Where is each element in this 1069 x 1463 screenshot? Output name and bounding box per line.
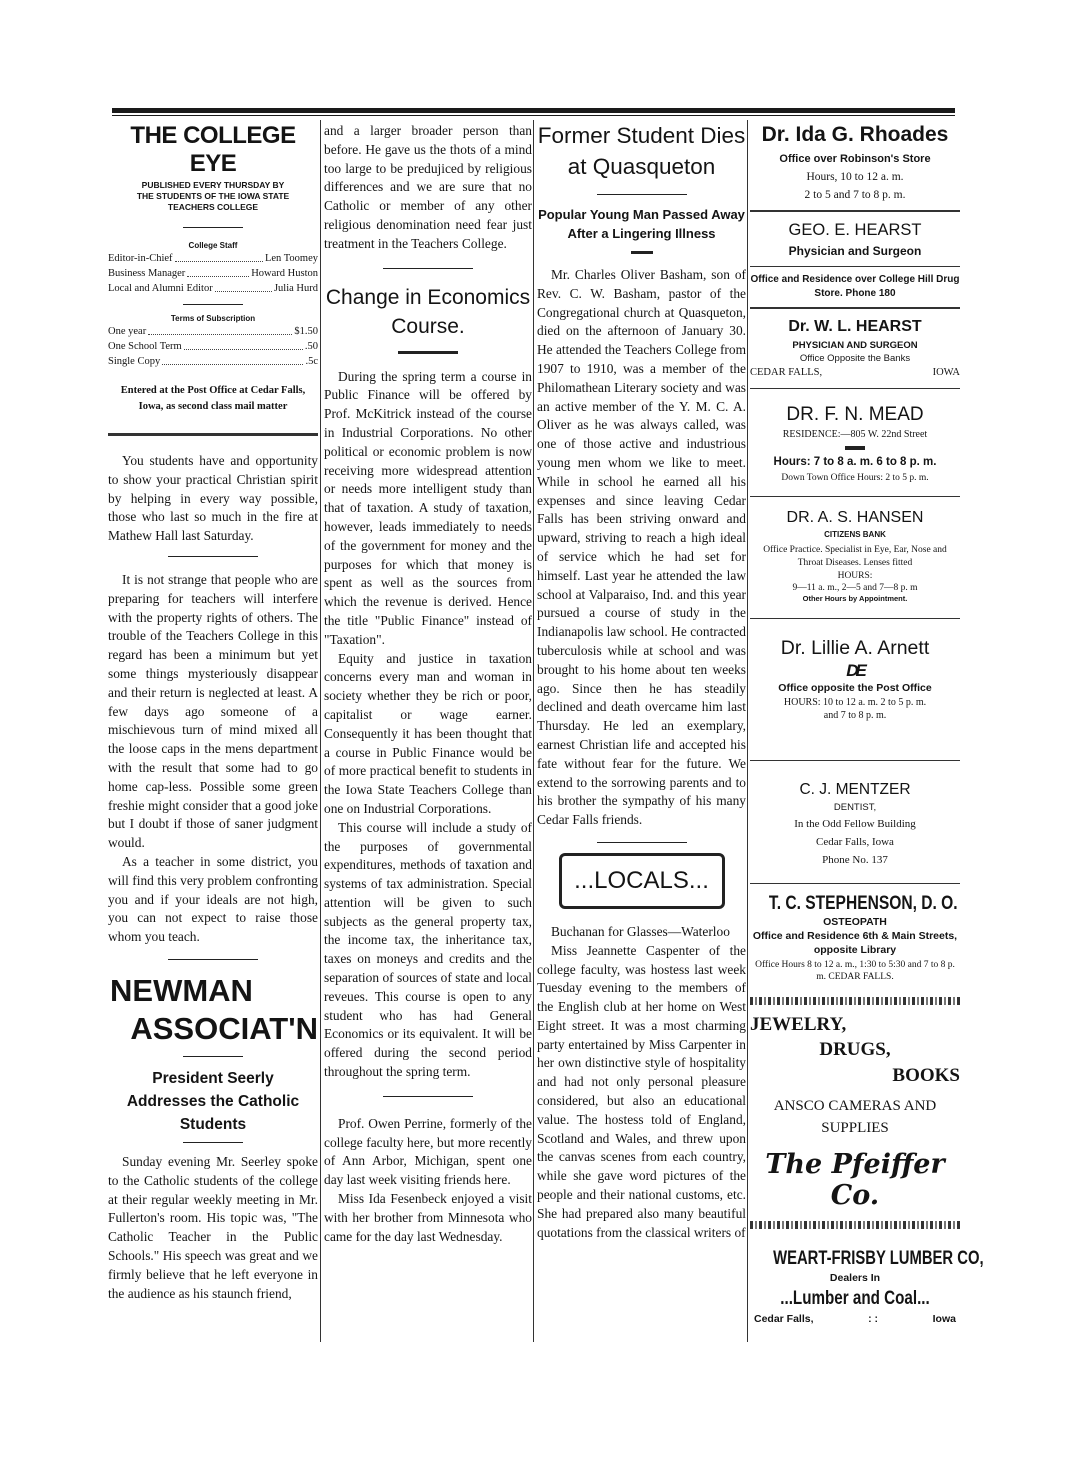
price-label: Single Copy [108, 356, 161, 367]
top-rule-thin [112, 115, 955, 116]
newman-headline: NEWMAN [110, 972, 253, 1008]
rule [183, 304, 243, 305]
price-value: .50 [304, 341, 318, 352]
ad-line: Physician and Surgeon [788, 244, 922, 258]
staff-role: Business Manager [108, 268, 186, 279]
ad-state: Iowa [932, 1313, 956, 1325]
locals-banner-text: ...LOCALS... [574, 866, 709, 894]
rule [597, 842, 687, 843]
ad-name: Dr. Lillie A. Arnett [780, 637, 930, 659]
ad-line: and 7 to 8 p. m. [823, 710, 887, 721]
postal-notice: Entered at the Post Office at Cedar Falls, Iowa, as second class mail matter [120, 385, 306, 412]
dot-leader [187, 266, 249, 277]
ad-line: ...Lumber and Coal... [780, 1288, 930, 1309]
newman-continuation: and a larger broader person than before. He gave us the thots of a mind too large to be predujiced by religious differences and we are sure that no Catholic or member of any other religious denomination need fear just treatment in the Teachers College. [324, 123, 532, 251]
rule [383, 268, 473, 269]
price-label: One year [108, 326, 147, 337]
staff-name: Julia Hurd [273, 283, 318, 294]
ornamental-border [750, 997, 960, 1005]
staff-row [108, 266, 318, 281]
column-2 [324, 118, 532, 1246]
ad-hours: Office Hours 8 to 12 a. m., 1:30 to 5:30 and 7 to 8 p. m. [755, 960, 955, 982]
ad-divider [750, 883, 960, 884]
price-value: $1.50 [294, 326, 318, 337]
editorial-paragraph: It is not strange that people who are preparing for teachers will interfere with the property rights of others. The trouble of the Teachers College in this regard has been a minimum but yet some things mysteriously disappear and their return is neglected at least. A few days ago someone of a mischievous turn of mind mixed all the loose caps in the mens department with the result that some had to go home cap-less. Possible some green freshie might consider that a good joke but I doubt if those of saner judgment would. [108, 571, 318, 851]
ad-line: DRUGS, [819, 1039, 891, 1060]
ad-line: In the Odd Fellow Building [794, 818, 916, 830]
staff-name: Howard Huston [251, 268, 318, 279]
ad-line: ANSCO CAMERAS AND SUPPLIES [773, 1098, 937, 1136]
ad-name: DR. A. S. HANSEN [786, 509, 924, 526]
economics-headline: Change in Economics Course. [325, 285, 531, 338]
rule [597, 194, 687, 195]
ad-line: 2 to 5 and 7 to 8 p. m. [804, 189, 906, 201]
ad-stephenson [750, 892, 960, 983]
obituary-headline: Former Student Dies at Quasqueton [537, 123, 746, 179]
staff-role: Editor-in-Chief [108, 253, 173, 264]
ad-line: JEWELRY, [750, 1014, 847, 1035]
price-row [108, 324, 318, 339]
ad-line: RESIDENCE:—805 W. 22nd Street [782, 429, 928, 440]
ad-line: Phone No. 137 [822, 854, 888, 866]
column-3 [537, 118, 746, 1242]
masthead-line: THE STUDENTS OF THE IOWA STATE [136, 191, 290, 201]
ad-geo-hearst [750, 218, 960, 301]
ad-mead [750, 403, 960, 486]
rule [183, 1056, 243, 1057]
ad-divider [750, 760, 960, 761]
ad-name: WEART-FRISBY LUMBER CO, [773, 1248, 984, 1269]
ad-line: Dealers In [829, 1272, 881, 1284]
staff-row [108, 251, 318, 266]
obituary-paragraph: Mr. Charles Oliver Basham, son of Rev. C. W. Basham, pastor of the Congregational church at Quasqueton, died on the afternoon of January 30. He attended the Teachers College from 1907 to 1910, was a member of the Philomathean Literary society and was an active member of the Y. M. C. A. Oliver as he was always called, was one of those active and industrious young men whom we like to meet. While in school he earned all his expenses and since leaving Cedar Falls has been striving onward and upward, striving to reach a high ideal of service which he had set for himself. Last year he attended the law school at Valparaiso, Ind. and this year pursued a course of study in the Indianapolis law school. He contracted tuberculosis while at school and was brought to his home about ten weeks ago. Since then he has steadily declined and death overcame him last Thursday. He led an exemplary, earnest Christian life and accepted his fate without fear for the future. We extend to the sorrowing parents and to his brother the sympathy of his many Cedar Falls friends. [537, 267, 746, 828]
ad-pfeiffer [750, 1013, 960, 1211]
ad-divider [750, 618, 960, 619]
ad-line: Down Town Office Hours: 2 to 5 p. m. [781, 473, 929, 483]
rule [631, 251, 653, 254]
pfeiffer-logo: The Pfeiffer Co. [765, 1149, 945, 1211]
ad-city: CEDAR FALLS, [750, 367, 823, 378]
column-divider [747, 120, 748, 1342]
ad-line: CITIZENS BANK [824, 530, 886, 539]
ad-mentzer [750, 779, 960, 869]
local-paragraph: Miss Ida Fesenbeck enjoyed a visit with her brother from Minnesota who came for the day last Wednesday. [324, 1191, 532, 1244]
dot-leader [148, 324, 292, 335]
masthead-title: THE COLLEGE EYE [130, 122, 296, 177]
staff-row [108, 281, 318, 296]
economics-paragraph: Equity and justice in taxation concerns every man and woman in society whether they be rich or poor, capitalist or wage earner. Consequently it has been thought that a course in Public Finance would be of more practical benefit to students in the Iowa State Teachers College than one on Industrial Corporations. [324, 650, 532, 816]
ad-lumber [750, 1247, 984, 1326]
ad-rhoades [750, 120, 960, 204]
column-4-ads [750, 118, 984, 1326]
ad-line: Office Opposite the Banks [799, 353, 911, 364]
ad-divider [750, 210, 960, 212]
obituary-subhead: Popular Young Man Passed Away After a Lingering Illness [538, 207, 745, 241]
ad-line: Office and Residence over College Hill Drug Store. Phone 180 [750, 274, 960, 299]
ad-line: HOURS: [837, 571, 873, 581]
masthead-line: TEACHERS COLLEGE [167, 202, 259, 212]
subscription-heading: Terms of Subscription [170, 314, 256, 323]
ad-line: HOURS: 10 to 12 a. m. 2 to 5 p. m. [783, 697, 927, 708]
rule [168, 959, 258, 960]
dot-leader [184, 339, 303, 350]
masthead-line: PUBLISHED EVERY THURSDAY BY [141, 180, 285, 190]
ad-arnett [750, 635, 960, 722]
ad-city: Cedar Falls, [754, 1313, 814, 1325]
ornamental-border [750, 1221, 960, 1229]
locals-banner [559, 853, 725, 909]
ad-wl-hearst [750, 315, 960, 380]
ad-line: Office Practice. Specialist in Eye, Ear, Nose and Throat Diseases. Lenses fitted [763, 545, 947, 568]
ad-line: BOOKS [892, 1065, 960, 1086]
rule [168, 556, 258, 557]
ad-line: Office opposite the Post Office [778, 682, 932, 694]
dot-leader [175, 251, 263, 262]
rule [183, 227, 243, 228]
ad-line: DENTIST, [833, 802, 877, 813]
ad-hansen [750, 507, 960, 604]
ad-line: 9—11 a. m., 2—5 and 7—8 p. m [792, 583, 918, 593]
ad-name: Dr. Ida G. Rhoades [761, 123, 949, 146]
monogram-icon: DE [846, 661, 864, 680]
ad-state: IOWA [932, 367, 960, 378]
newman-subhead: President Seerly Addresses the Catholic Students [126, 1069, 300, 1133]
ad-divider [750, 496, 960, 497]
ad-city: CEDAR FALLS. [828, 972, 894, 982]
local-paragraph: Buchanan for Glasses—Waterloo [551, 923, 730, 939]
ad-line: Hours, 10 to 12 a. m. [806, 171, 904, 183]
price-row [108, 339, 318, 354]
newman-paragraph: Sunday evening Mr. Seerley spoke to the Catholic students of the college at their regular weekly meeting in Mr. Fullerton's room. His topic was, "The Catholic Teacher in the Public Schools." His speech was great and we firmly believe that he left everyone in the audience as his staunch friend, [108, 1153, 318, 1301]
ad-name: GEO. E. HEARST [788, 221, 922, 239]
ad-line: Other Hours by Appointment. [802, 594, 908, 603]
ad-line: Hours: 7 to 8 a. m. 6 to 8 p. m. [773, 456, 937, 468]
staff-name: Len Toomey [264, 253, 318, 264]
column-divider [320, 120, 321, 1342]
staff-heading: College Staff [188, 241, 238, 250]
rule [383, 1096, 473, 1097]
ad-divider [750, 307, 960, 309]
ad-city-row [750, 1312, 960, 1326]
ad-divider [750, 266, 960, 267]
dot-leader [162, 354, 303, 365]
column-1 [108, 118, 318, 1303]
editorial-paragraph: You students have and opportunity to show your practical Christian spirit by helping in every way possible, those who last so much in the fire at Mathew Hall last Saturday. [108, 453, 318, 544]
dot-leader [215, 281, 272, 292]
ad-line: OSTEOPATH [823, 916, 887, 928]
ad-line: Cedar Falls, Iowa [816, 836, 894, 848]
top-rule [112, 108, 955, 113]
column-divider [533, 120, 534, 1342]
ad-name: Dr. W. L. HEARST [788, 318, 922, 335]
ornament-icon [845, 446, 865, 450]
rule [398, 351, 458, 354]
editorial-paragraph: As a teacher in some district, you will find this very problem confronting you and if your ideals are not high, you can not expect to raise those whom you teach. [108, 853, 318, 945]
ad-city-row [750, 365, 960, 380]
local-paragraph: Miss Jeannette Caspenter of the college faculty, was hostess last week Tuesday evening to the members of the English club at her home on West Eight street. It was a most charming party entertained by Miss Carpenter in her own distinctive style of hospitality and had not only personal pleasure considered, but also an educational value. The hostess told of England, Scotland and Wales, and threw upon the canvas scenes from each country, while she gave word pictures of the people and their national customs, etc. She had prepared also many beautiful quotations from the classical writers of [537, 942, 746, 1240]
section-rule [108, 433, 318, 436]
economics-paragraph: During the spring term a course in Public Finance will be offered by Prof. McKitrick instead of the course in Industrial Corporations. No other political or economic problem is now receiving more widespread attention or needs more intelligent study than that of taxation. A study of taxation, however, leads immediately to needs of the government for money and the purposes for which that money is spent as well as the sources from which the revenue is derived. Hence the title "Public Finance" instead of "Taxation". [324, 368, 532, 647]
price-value: .5c [305, 356, 318, 367]
local-paragraph: Prof. Owen Perrine, formerly of the college faculty here, but more recently of Ann Arbor, Michigan, spent one day last week visiting friends here. [324, 1115, 532, 1188]
price-row [108, 354, 318, 369]
ad-line: Office over Robinson's Store [779, 153, 931, 165]
ad-separator: : : [868, 1313, 879, 1325]
ad-name: C. J. MENTZER [799, 781, 911, 798]
price-label: One School Term [108, 341, 182, 352]
ad-line [750, 959, 960, 983]
ad-name: DR. F. N. MEAD [786, 404, 924, 425]
ad-name: T. C. STEPHENSON, D. O. [768, 893, 958, 914]
economics-paragraph: This course will include a study of the purposes of governmental expenditures, methods of taxation and systems of tax administration. Special attention will be given to such subjects as the general property tax, the income tax, the inheritance tax, taxes on moneys and credits and the separation of sources of state and local reveues. This course is open to any student who has had General Economics or its equivalent. It will be offered during the second period throughout the spring term. [324, 819, 532, 1080]
staff-role: Local and Alumni Editor [108, 283, 213, 294]
newman-headline: ASSOCIAT'N [130, 1010, 318, 1046]
ad-line: Office and Residence 6th & Main Streets, opposite Library [752, 930, 958, 956]
rule [183, 1142, 243, 1143]
ad-line: PHYSICIAN AND SURGEON [792, 340, 918, 351]
ad-divider [750, 388, 960, 389]
